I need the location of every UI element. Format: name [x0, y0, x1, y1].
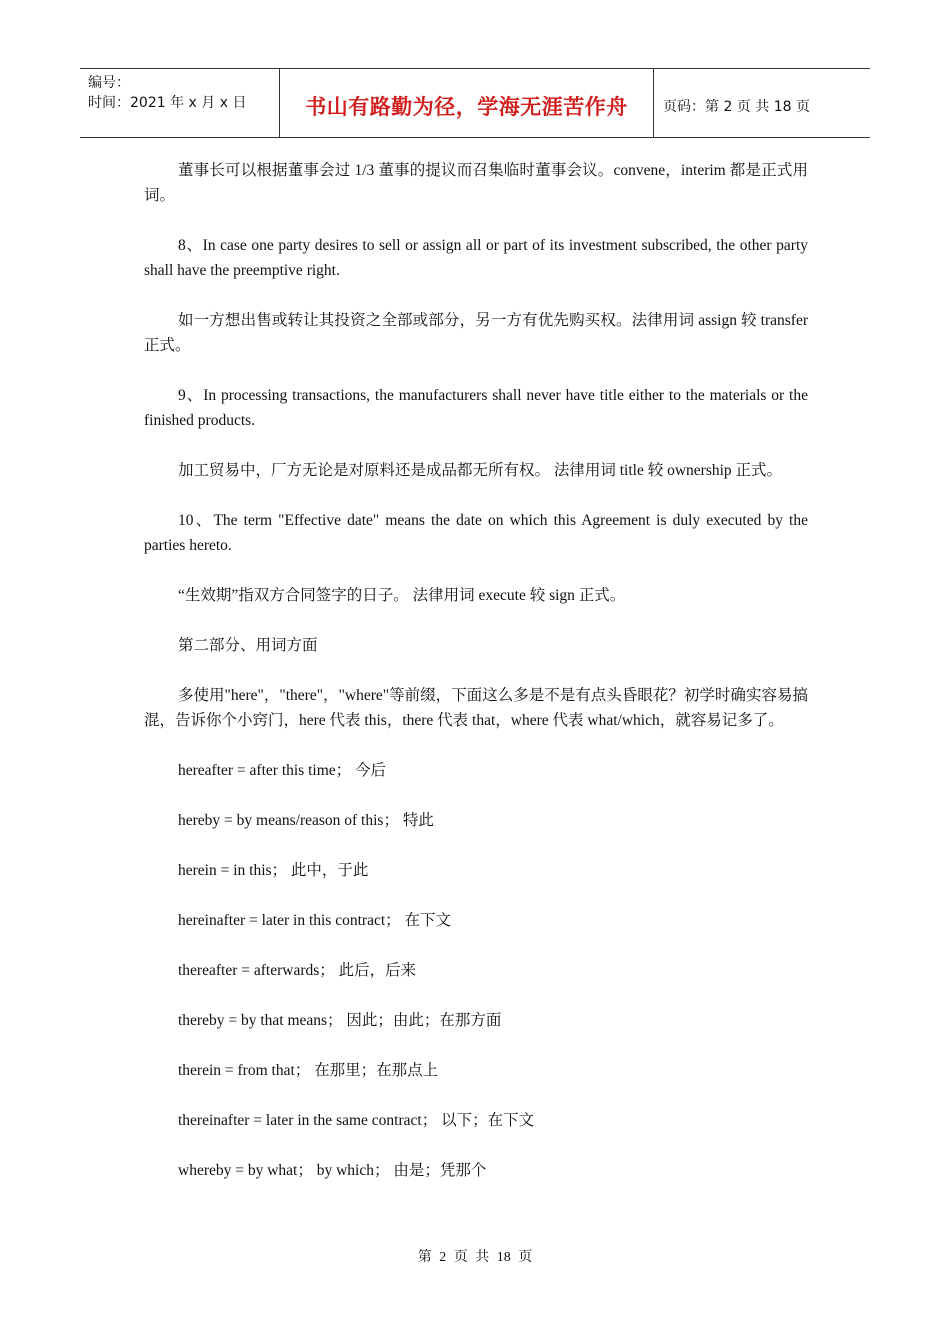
- paragraph: 9、In processing transactions, the manufacturers shall never have title either to the materials or the finished products.: [144, 387, 808, 429]
- term-item: therein = from that； 在那里；在那点上: [178, 1062, 439, 1079]
- paragraph: 8、In case one party desires to sell or assign all or part of its investment subscribed, the other party shall have the preemptive right.: [144, 237, 808, 279]
- term-item: herein = in this； 此中，于此: [178, 862, 369, 879]
- paragraph: 多使用"here"，"there"，"where"等前缀，下面这么多是不是有点头昏眼花？初学时确实容易搞混，告诉你个小窍门，here 代表 this，there 代表 that，where 代表 what/which，就容易记多了。: [144, 687, 808, 729]
- document-body: [144, 158, 808, 1208]
- term-item: hereby = by means/reason of this； 特此: [178, 812, 434, 829]
- term-item: thereby = by that means； 因此；由此；在那方面: [178, 1012, 502, 1029]
- page-footer: 第 2 页 共 18 页: [417, 1250, 533, 1265]
- term-item: thereafter = afterwards； 此后，后来: [178, 962, 417, 979]
- serial-label: 编号：: [88, 75, 130, 91]
- paragraph: 董事长可以根据董事会过 1/3 董事的提议而召集临时董事会议。convene，interim 都是正式用词。: [144, 162, 808, 204]
- term-item: thereinafter = later in the same contract； 以下；在下文: [178, 1112, 535, 1129]
- date-label: 时间：2021 年 x 月 x 日: [88, 95, 247, 111]
- paragraph: 加工贸易中，厂方无论是对原料还是成品都无所有权。 法律用词 title 较 ownership 正式。: [178, 462, 783, 479]
- header-meta-cell: [80, 69, 280, 137]
- paragraph: 10、The term "Effective date" means the date on which this Agreement is duly executed by the parties hereto.: [144, 512, 808, 554]
- page-header: [80, 68, 870, 138]
- paragraph: “生效期”指双方合同签字的日子。 法律用词 execute 较 sign 正式。: [178, 587, 626, 604]
- header-page-info: 页码：第 2 页 共 18 页: [663, 99, 810, 115]
- term-item: whereby = by what； by which； 由是；凭那个: [178, 1162, 487, 1179]
- term-item: hereafter = after this time； 今后: [178, 762, 387, 779]
- term-item: hereinafter = later in this contract； 在下文: [178, 912, 452, 929]
- paragraph: 如一方想出售或转让其投资之全部或部分，另一方有优先购买权。法律用词 assign 较 transfer 正式。: [144, 312, 808, 354]
- section-heading: 第二部分、用词方面: [178, 637, 318, 654]
- header-motto: 书山有路勤为径，学海无涯苦作舟: [280, 69, 654, 137]
